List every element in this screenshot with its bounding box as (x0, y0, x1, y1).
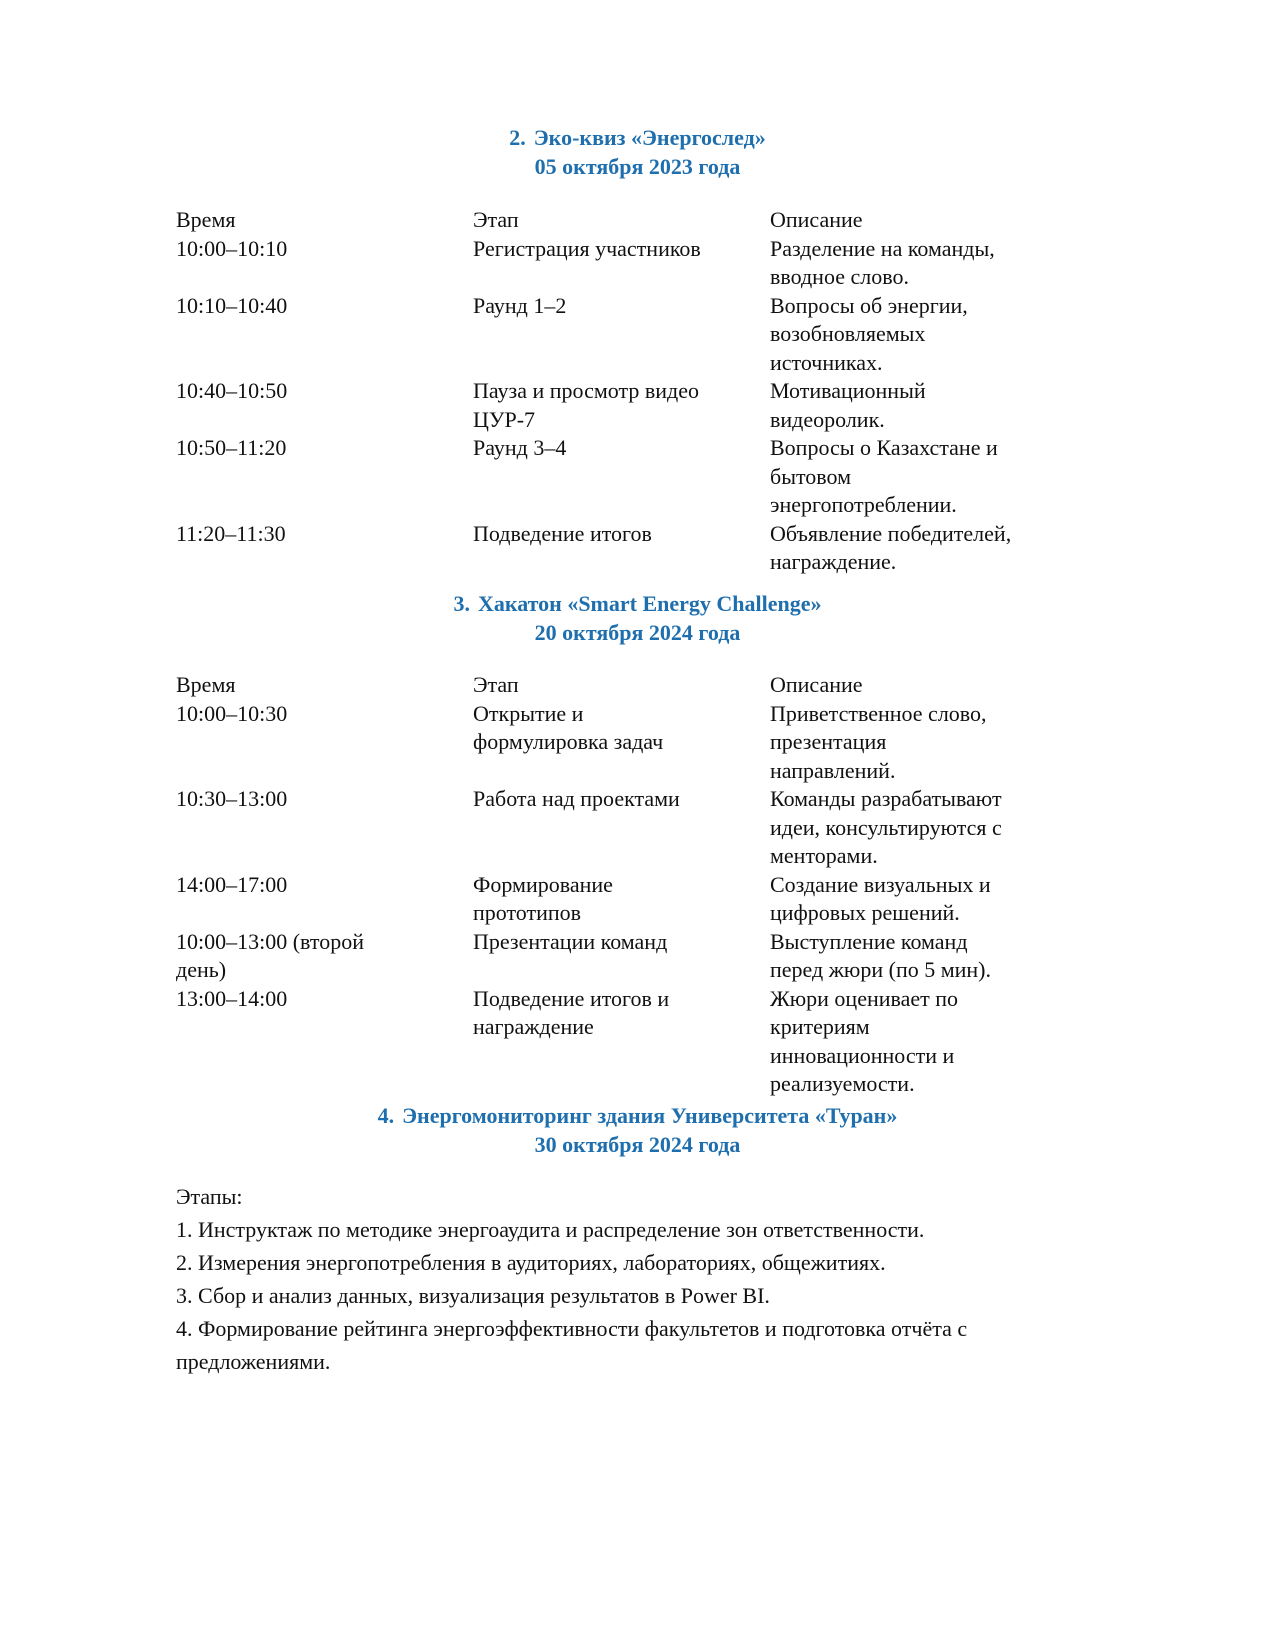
cell-text-line: прототипов (473, 900, 582, 925)
cell-text-line: Подведение итогов и (473, 985, 670, 1011)
table-row (176, 292, 1076, 378)
cell-text-line: направлений. (770, 757, 896, 783)
column-header: Описание (770, 207, 863, 232)
cell-text-line: перед жюри (по 5 мин). (770, 957, 992, 982)
cell-text-line: награждение (473, 1014, 594, 1039)
time-cell (176, 871, 473, 928)
stage-cell (473, 235, 770, 292)
stage-cell (473, 520, 770, 577)
cell-text-line: Пауза и просмотр видео (473, 378, 699, 403)
cell-text-line: презентация (770, 729, 887, 754)
cell-text-line: Выступление команд (770, 928, 968, 954)
section-title: Хакатон «Smart Energy Challenge» (477, 591, 822, 616)
section-2-heading (0, 123, 1275, 181)
cell-text-line: Открытие и (473, 700, 584, 726)
cell-text-line: Вопросы о Казахстане и (770, 435, 998, 460)
description-cell (770, 985, 1060, 1099)
cell-text-line: 10:40–10:50 (176, 378, 288, 403)
step-item: 3. Сбор и анализ данных, визуализация результатов в Power BI. (176, 1283, 770, 1308)
cell-text-line: Объявление победителей, (770, 520, 1012, 546)
cell-text-line: 10:00–13:00 (второй (176, 928, 364, 954)
cell-text-line: идеи, консультируются с (770, 814, 1002, 840)
schedule-table-section-3 (176, 671, 1076, 1099)
cell-text-line: возобновляемых (770, 321, 926, 346)
section-3-title-line (0, 589, 1275, 618)
cell-text-line: Мотивационный (770, 378, 926, 403)
cell-text-line: источниках. (770, 349, 883, 375)
step-item: 4. Формирование рейтинга энергоэффективности факультетов и подготовка отчёта с предложениями. (176, 1316, 968, 1374)
cell-text-line: менторами. (770, 843, 878, 868)
section-date: 05 октября 2023 года (534, 154, 741, 179)
cell-text-line: Формирование (473, 871, 613, 897)
table-row (176, 520, 1076, 577)
section-4-title-line (0, 1101, 1275, 1130)
cell-text-line: 14:00–17:00 (176, 871, 288, 897)
description-cell (770, 785, 1060, 871)
cell-text-line: бытовом (770, 463, 852, 489)
cell-text-line: Презентации команд (473, 928, 668, 954)
steps-list (176, 1180, 1096, 1378)
steps-label: Этапы: (176, 1184, 243, 1209)
description-cell (770, 377, 1060, 434)
description-cell (770, 520, 1060, 577)
cell-text-line: день) (176, 957, 227, 982)
section-number: 4. (377, 1103, 395, 1128)
table-row (176, 235, 1076, 292)
cell-text-line: Регистрация участников (473, 235, 701, 261)
cell-text-line: Разделение на команды, (770, 235, 995, 261)
cell-text-line: ЦУР-7 (473, 406, 536, 432)
table-row (176, 434, 1076, 520)
cell-text-line: Жюри оценивает по (770, 985, 959, 1011)
time-cell (176, 434, 473, 520)
stage-cell (473, 928, 770, 985)
cell-text-line: видеоролик. (770, 406, 885, 432)
stage-cell (473, 377, 770, 434)
cell-text-line: Подведение итогов (473, 520, 652, 546)
stage-cell (473, 292, 770, 378)
section-date: 20 октября 2024 года (534, 620, 741, 645)
section-date: 30 октября 2024 года (534, 1132, 741, 1157)
section-number: 2. (509, 125, 526, 150)
cell-text-line: инновационности и (770, 1042, 955, 1068)
table-row (176, 785, 1076, 871)
section-4-heading (0, 1101, 1275, 1159)
stage-cell (473, 700, 770, 786)
time-cell (176, 700, 473, 786)
cell-text-line: 10:50–11:20 (176, 435, 287, 460)
stage-cell (473, 985, 770, 1099)
time-cell (176, 377, 473, 434)
cell-text-line: Раунд 1–2 (473, 292, 567, 318)
section-2-title-line (0, 123, 1275, 152)
table-row (176, 985, 1076, 1099)
column-header: Описание (770, 672, 863, 697)
cell-text-line: Создание визуальных и (770, 871, 991, 897)
cell-text-line: Раунд 3–4 (473, 435, 567, 460)
cell-text-line: 11:20–11:30 (176, 520, 286, 546)
description-cell (770, 434, 1060, 520)
step-item: 2. Измерения энергопотребления в аудиториях, лабораториях, общежитиях. (176, 1250, 886, 1275)
column-header: Время (176, 672, 236, 697)
step-item: 1. Инструктаж по методике энергоаудита и распределение зон ответственности. (176, 1217, 925, 1242)
time-cell (176, 235, 473, 292)
column-header: Время (176, 207, 236, 232)
cell-text-line: энергопотреблении. (770, 492, 957, 517)
cell-text-line: Вопросы об энергии, (770, 292, 968, 318)
cell-text-line: вводное слово. (770, 264, 909, 289)
cell-text-line: 13:00–14:00 (176, 985, 288, 1011)
description-cell (770, 235, 1060, 292)
cell-text-line: 10:00–10:30 (176, 700, 288, 726)
section-number: 3. (453, 591, 470, 616)
table-row (176, 377, 1076, 434)
table-header-row (176, 206, 1076, 235)
table-row (176, 928, 1076, 985)
cell-text-line: 10:00–10:10 (176, 235, 288, 261)
cell-text-line: формулировка задач (473, 729, 664, 754)
table-header-row (176, 671, 1076, 700)
description-cell (770, 928, 1060, 985)
section-title: Эко-квиз «Энергослед» (533, 125, 766, 150)
section-3-heading (0, 589, 1275, 647)
description-cell (770, 292, 1060, 378)
stage-cell (473, 871, 770, 928)
cell-text-line: награждение. (770, 549, 897, 574)
schedule-table-section-2 (176, 206, 1076, 577)
stage-cell (473, 434, 770, 520)
stage-cell (473, 785, 770, 871)
cell-text-line: Приветственное слово, (770, 700, 987, 726)
description-cell (770, 871, 1060, 928)
table-row (176, 700, 1076, 786)
description-cell (770, 700, 1060, 786)
cell-text-line: критериям (770, 1014, 870, 1039)
cell-text-line: 10:30–13:00 (176, 786, 288, 811)
column-header: Этап (473, 672, 519, 697)
time-cell (176, 985, 473, 1099)
time-cell (176, 520, 473, 577)
cell-text-line: цифровых решений. (770, 900, 960, 925)
cell-text-line: реализуемости. (770, 1071, 915, 1096)
time-cell (176, 785, 473, 871)
cell-text-line: 10:10–10:40 (176, 292, 288, 318)
time-cell (176, 292, 473, 378)
table-row (176, 871, 1076, 928)
cell-text-line: Работа над проектами (473, 786, 680, 811)
column-header: Этап (473, 207, 519, 232)
time-cell (176, 928, 473, 985)
cell-text-line: Команды разрабатывают (770, 786, 1002, 811)
section-title: Энергомониторинг здания Университета «Туран» (402, 1103, 898, 1128)
